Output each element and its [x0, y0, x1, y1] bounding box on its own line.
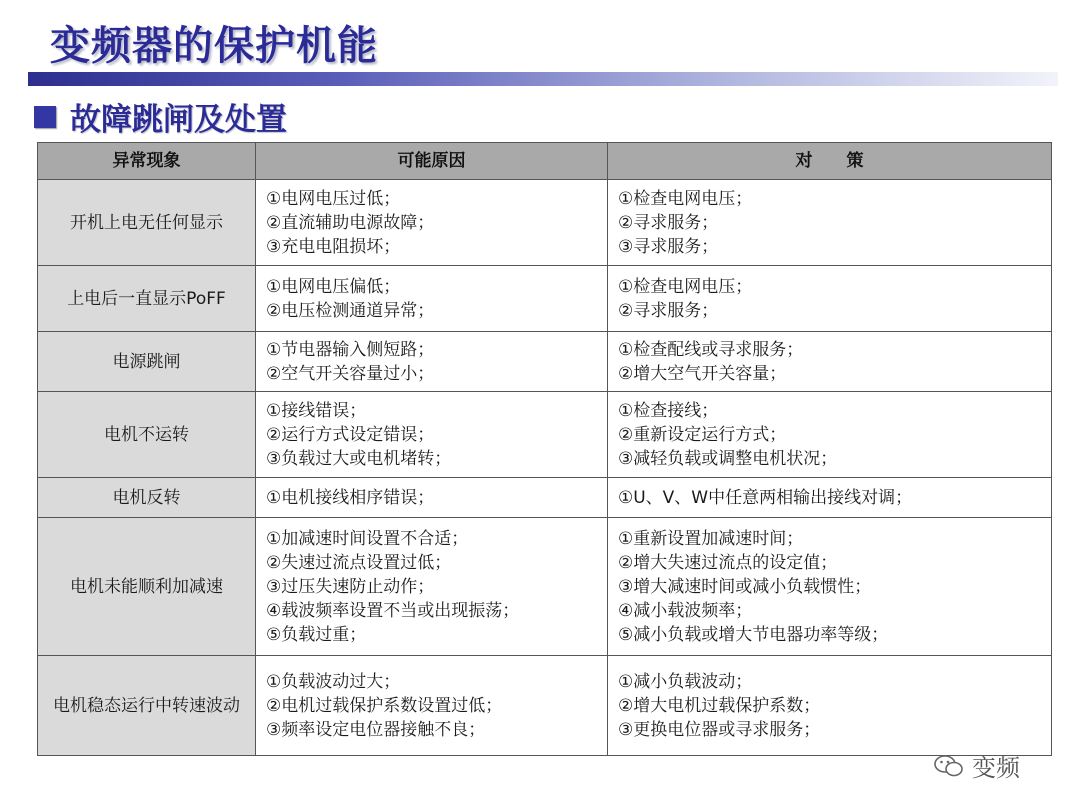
symptom-cell: 电源跳闸: [38, 332, 256, 392]
causes-cell: [256, 180, 608, 266]
solutions-cell: [608, 180, 1052, 266]
solution-item: ②寻求服务；: [618, 212, 719, 233]
slide-subtitle: 故障跳闸及处置: [70, 102, 287, 138]
wechat-icon: [934, 754, 964, 778]
table-row: [38, 332, 1052, 392]
table-row: [38, 180, 1052, 266]
solution-item: ⑤减小负载或增大节电器功率等级；: [618, 624, 889, 645]
symptom-cell: 电机不运转: [38, 392, 256, 478]
causes-cell: [256, 332, 608, 392]
cause-item: ②直流辅助电源故障；: [266, 212, 435, 233]
cause-item: ①电网电压偏低；: [266, 276, 401, 297]
bullet-square-icon: [34, 106, 56, 128]
causes-cell: [256, 656, 608, 756]
subtitle-row: [34, 94, 287, 139]
symptom-cell: 上电后一直显示PoFF: [38, 266, 256, 332]
cause-item: ②失速过流点设置过低；: [266, 552, 452, 573]
cause-item: ②空气开关容量过小；: [266, 363, 435, 384]
solution-item: ①检查配线或寻求服务；: [618, 339, 804, 360]
solution-item: ②增大失速过流点的设定值；: [618, 552, 838, 573]
symptom-cell: 电机反转: [38, 478, 256, 518]
table-row: [38, 266, 1052, 332]
table-row: [38, 392, 1052, 478]
cause-item: ④载波频率设置不当或出现振荡；: [266, 600, 520, 621]
solution-item: ②寻求服务；: [618, 300, 719, 321]
cause-item: ②电机过载保护系数设置过低；: [266, 695, 503, 716]
solutions-cell: [608, 478, 1052, 518]
fault-table: [37, 142, 1052, 756]
solution-item: ②重新设定运行方式；: [618, 424, 787, 445]
solution-item: ③更换电位器或寻求服务；: [618, 719, 821, 740]
cause-item: ①节电器输入侧短路；: [266, 339, 435, 360]
solution-item: ①检查电网电压；: [618, 276, 753, 297]
cause-item: ③频率设定电位器接触不良；: [266, 719, 486, 740]
cause-item: ③负载过大或电机堵转；: [266, 448, 452, 469]
cause-item: ①负载波动过大；: [266, 671, 401, 692]
cause-item: ③过压失速防止动作；: [266, 576, 435, 597]
solutions-cell: [608, 392, 1052, 478]
cause-item: ①电机接线相序错误；: [266, 487, 435, 508]
solutions-cell: [608, 518, 1052, 656]
header-solutions: 对 策: [608, 143, 1052, 180]
solution-item: ①重新设置加减速时间；: [618, 528, 804, 549]
header-causes: 可能原因: [256, 143, 608, 180]
cause-item: ②电压检测通道异常；: [266, 300, 435, 321]
table-row: [38, 478, 1052, 518]
causes-cell: [256, 266, 608, 332]
table-row: [38, 656, 1052, 756]
solution-item: ③增大减速时间或减小负载惯性；: [618, 576, 872, 597]
watermark-text: 变频: [972, 754, 1020, 782]
solution-item: ①U、V、W中任意两相输出接线对调；: [618, 487, 913, 508]
solution-item: ③寻求服务；: [618, 236, 719, 257]
table-header-row: [38, 143, 1052, 180]
solution-item: ①减小负载波动；: [618, 671, 753, 692]
causes-cell: [256, 392, 608, 478]
symptom-cell: 开机上电无任何显示: [38, 180, 256, 266]
solutions-cell: [608, 656, 1052, 756]
solution-item: ①检查接线；: [618, 400, 719, 421]
title-gradient-bar: [28, 72, 1058, 86]
solution-item: ①检查电网电压；: [618, 188, 753, 209]
cause-item: ①接线错误；: [266, 400, 367, 421]
cause-item: ②运行方式设定错误；: [266, 424, 435, 445]
causes-cell: [256, 518, 608, 656]
solution-item: ②增大空气开关容量；: [618, 363, 787, 384]
solutions-cell: [608, 332, 1052, 392]
causes-cell: [256, 478, 608, 518]
cause-item: ①电网电压过低；: [266, 188, 401, 209]
cause-item: ①加减速时间设置不合适；: [266, 528, 469, 549]
symptom-cell: 电机未能顺利加减速: [38, 518, 256, 656]
solution-item: ④减小载波频率；: [618, 600, 753, 621]
slide-title: 变频器的保护机能: [50, 22, 378, 69]
cause-item: ③充电电阻损坏；: [266, 236, 401, 257]
solution-item: ③减轻负载或调整电机状况；: [618, 448, 838, 469]
header-symptom: 异常现象: [38, 143, 256, 180]
solution-item: ②增大电机过载保护系数；: [618, 695, 821, 716]
table-row: [38, 518, 1052, 656]
watermark: [934, 748, 1020, 783]
cause-item: ⑤负载过重；: [266, 624, 367, 645]
symptom-cell: 电机稳态运行中转速波动: [38, 656, 256, 756]
solutions-cell: [608, 266, 1052, 332]
